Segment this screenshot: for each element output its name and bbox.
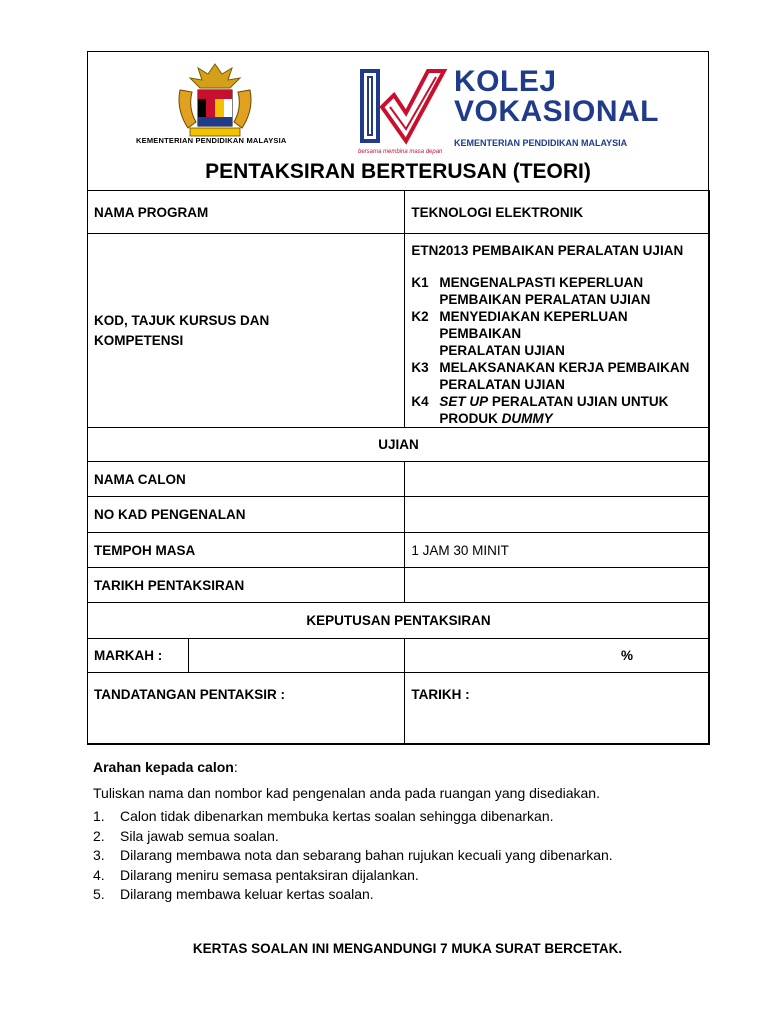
section-ujian: UJIAN — [88, 428, 710, 462]
list-item-number: 4. — [93, 866, 105, 883]
kv-tagline: bersama membina masa depan — [358, 149, 443, 155]
competency-text: MELAKSANAKAN KERJA PEMBAIKAN — [439, 360, 690, 375]
malaysia-coat-of-arms-icon — [170, 62, 260, 140]
list-item-number: 1. — [93, 808, 105, 824]
table-row — [88, 603, 710, 639]
instructions-list — [93, 807, 653, 905]
kv-subtitle: KEMENTERIAN PENDIDIKAN MALAYSIA — [454, 138, 628, 148]
signature-date-label: TARIKH : — [405, 673, 710, 745]
competency-number: K4 — [411, 394, 429, 409]
table-row — [88, 533, 710, 568]
k4-text-line2: PRODUK — [439, 411, 502, 426]
kv-title-line1: KOLEJ — [454, 65, 557, 98]
marks-field[interactable] — [188, 639, 404, 673]
ministry-label: KEMENTERIAN PENDIDIKAN MALAYSIA — [136, 136, 287, 145]
duration-value: 1 JAM 30 MINIT — [405, 533, 710, 568]
page-count-notice: KERTAS SOALAN INI MENGANDUNGI 7 MUKA SURAT BERCETAK. — [192, 941, 623, 956]
kolej-vokasional-logo — [358, 65, 688, 155]
header-logos — [88, 52, 708, 191]
list-item-text: Calon tidak dibenarkan membuka kertas soalan sehingga dibenarkan. — [120, 808, 554, 824]
course-title: ETN2013 PEMBAIKAN PERALATAN UJIAN — [411, 243, 684, 258]
instructions-intro: Tuliskan nama dan nombor kad pengenalan anda pada ruangan yang disediakan. — [93, 784, 600, 801]
course-code-label-line2: KOMPETENSI — [94, 332, 184, 348]
duration-label: TEMPOH MASA — [88, 533, 405, 568]
list-item-number: 2. — [93, 827, 105, 844]
table-row — [88, 234, 710, 428]
list-item-number: 3. — [93, 847, 105, 863]
list-item — [93, 827, 653, 847]
competency-text: PEMBAIKAN PERALATAN UJIAN — [439, 292, 651, 307]
assessment-date-label: TARIKH PENTAKSIRAN — [88, 568, 405, 603]
competency-number: K1 — [411, 275, 429, 290]
candidate-name-label: NAMA CALON — [88, 462, 405, 497]
competency-item — [411, 274, 703, 308]
section-keputusan: KEPUTUSAN PENTAKSIRAN — [88, 603, 710, 639]
candidate-name-field[interactable] — [405, 462, 710, 497]
instructions-heading: Arahan kepada calon — [93, 759, 234, 775]
competency-item — [411, 359, 703, 393]
course-details — [405, 234, 710, 428]
competency-item — [411, 393, 703, 427]
list-item — [93, 807, 653, 827]
k4-italic-setup: SET UP — [439, 394, 489, 409]
list-item-text: Dilarang membawa nota dan sebarang bahan rujukan kecuali yang dibenarkan. — [120, 847, 613, 863]
table-row — [88, 428, 710, 462]
table-row — [88, 568, 710, 603]
course-code-label-line1: KOD, TAJUK KURSUS DAN — [94, 312, 270, 328]
table-row — [88, 639, 710, 673]
assessment-form-table — [87, 190, 710, 745]
competency-text: MENGENALPASTI KEPERLUAN — [439, 275, 644, 290]
table-row — [88, 191, 710, 234]
competency-text: MENYEDIAKAN KEPERLUAN PEMBAIKAN — [439, 309, 628, 341]
list-item-number: 5. — [93, 886, 105, 902]
k4-italic-dummy: DUMMY — [501, 411, 553, 426]
instructions-heading-colon: : — [233, 759, 238, 775]
table-row — [88, 462, 710, 497]
list-item-text: Dilarang meniru semasa pentaksiran dijalankan. — [120, 866, 419, 883]
instructions-section — [93, 758, 653, 905]
list-item — [93, 866, 653, 886]
list-item-text: Sila jawab semua soalan. — [120, 827, 279, 844]
competency-item — [411, 308, 703, 359]
ic-number-field[interactable] — [405, 497, 710, 533]
list-item — [93, 885, 653, 905]
table-row — [88, 673, 710, 745]
k4-text: PERALATAN UJIAN UNTUK — [488, 394, 669, 409]
assessment-date-field[interactable] — [405, 568, 710, 603]
course-code-label — [88, 234, 405, 428]
program-value: TEKNOLOGI ELEKTRONIK — [405, 191, 710, 234]
table-row — [88, 497, 710, 533]
ic-number-label: NO KAD PENGENALAN — [88, 497, 405, 533]
kv-title-line2: VOKASIONAL — [454, 95, 660, 128]
competency-number: K2 — [411, 309, 429, 324]
marks-percent: % — [405, 639, 710, 673]
kv-monogram-icon — [358, 67, 448, 147]
cover-sheet — [87, 51, 709, 744]
page-title: PENTAKSIRAN BERTERUSAN (TEORI) — [205, 160, 591, 183]
list-item-text: Dilarang membawa keluar kertas soalan. — [120, 886, 374, 902]
program-label: NAMA PROGRAM — [88, 191, 405, 234]
competency-number: K3 — [411, 360, 429, 375]
list-item — [93, 846, 653, 866]
competency-text: PERALATAN UJIAN — [439, 377, 565, 392]
assessor-signature-label: TANDATANGAN PENTAKSIR : — [88, 673, 405, 745]
marks-label: MARKAH : — [88, 639, 189, 673]
competency-text: PERALATAN UJIAN — [439, 343, 565, 358]
